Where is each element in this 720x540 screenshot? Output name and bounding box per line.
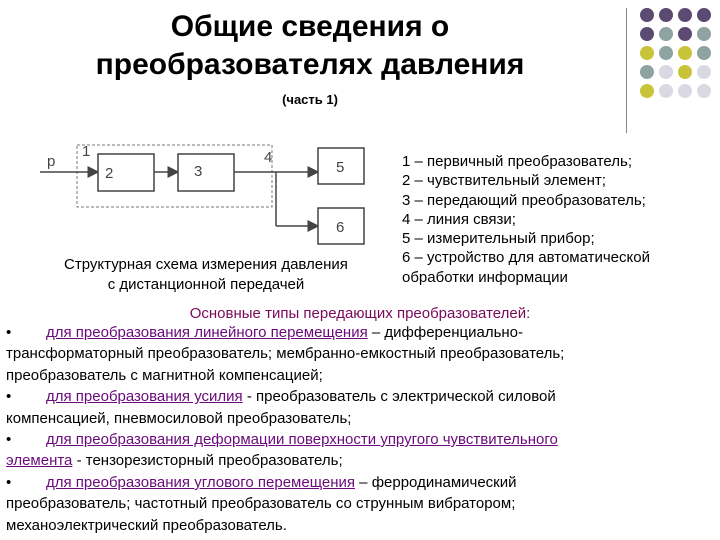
decorative-dot (640, 84, 654, 98)
diagram-legend (402, 152, 720, 287)
bullet: • (6, 388, 12, 406)
legend-item: 3 – передающий преобразователь; (402, 191, 646, 209)
decorative-dot (697, 27, 711, 41)
decorative-dot-grid (640, 8, 720, 123)
legend-item: 2 – чувствительный элемент; (402, 172, 606, 190)
page-title (40, 8, 580, 84)
list-text: – дифференциально- (367, 324, 524, 341)
decorative-dot (640, 27, 654, 41)
decorative-dot (659, 65, 673, 79)
input-label: p (47, 153, 56, 170)
title-line-1: Общие сведения о (170, 10, 450, 43)
link-force[interactable]: для преобразования усилия (46, 388, 243, 406)
list-item (6, 472, 716, 493)
caption-line-1: Структурная схема измерения давления (64, 256, 348, 273)
decorative-dot (697, 8, 711, 22)
list-text: трансформаторный преобразователь; мембранно-емкостный преобразователь; (6, 345, 565, 363)
block-diagram (30, 138, 400, 256)
block-3 (178, 154, 234, 191)
decorative-divider (626, 8, 627, 133)
link-linear-displacement[interactable]: для преобразования линейного перемещения (46, 324, 368, 341)
list-text: - преобразователь с электрической силовой (242, 388, 556, 406)
decorative-dot (697, 84, 711, 98)
block-label-2: 2 (105, 165, 114, 182)
decorative-dot (640, 8, 654, 22)
decorative-dot (640, 46, 654, 60)
list-text: механоэлектрический преобразователь. (6, 516, 287, 534)
list-text: – ферродинамический (355, 473, 517, 491)
bullet: • (6, 473, 12, 491)
bullet: • (6, 431, 12, 449)
legend-item-continuation: обработки информации (402, 268, 568, 286)
legend-item: 6 – устройство для автоматической (402, 249, 650, 267)
legend-item: 5 – измерительный прибор; (402, 230, 595, 248)
decorative-dot (640, 65, 654, 79)
decorative-dot (697, 65, 711, 79)
link-angular-displacement[interactable]: для преобразования углового перемещения (46, 473, 356, 491)
block-label-3: 3 (194, 163, 203, 180)
diagram-caption (16, 255, 396, 295)
caption-line-2: с дистанционной передачей (107, 276, 305, 293)
block-label-6: 6 (336, 219, 345, 236)
list-item (6, 386, 716, 407)
decorative-dot (659, 8, 673, 22)
list-text: - тензорезисторный преобразователь; (72, 452, 343, 470)
block-label-1: 1 (82, 143, 91, 160)
decorative-dot (659, 46, 673, 60)
list-text (6, 450, 716, 471)
types-heading: Основные типы передающих преобразователей: (189, 305, 531, 322)
legend-item: 4 – линия связи; (402, 210, 516, 228)
transducer-types-list (6, 322, 716, 536)
decorative-dot (678, 8, 692, 22)
list-text: преобразователь; частотный преобразователь со струнным вибратором; (6, 495, 516, 513)
bullet: • (6, 324, 12, 341)
list-text: преобразователь с магнитной компенсацией; (6, 366, 323, 384)
link-surface-deformation-cont[interactable]: элемента (6, 452, 73, 470)
list-item (6, 429, 716, 450)
title-line-2: преобразователях давления (95, 48, 525, 81)
decorative-dot (659, 27, 673, 41)
link-surface-deformation[interactable]: для преобразования деформации поверхности упругого чувствительного (46, 431, 558, 449)
decorative-dot (659, 84, 673, 98)
list-item (6, 322, 716, 343)
block-label-5: 5 (336, 159, 345, 176)
block-label-4: 4 (264, 149, 273, 166)
decorative-dot (697, 46, 711, 60)
decorative-dot (678, 27, 692, 41)
page-subtitle: (часть 1) (282, 92, 338, 107)
list-text: компенсацией, пневмосиловой преобразователь; (6, 409, 352, 427)
decorative-dot (678, 46, 692, 60)
decorative-dot (678, 65, 692, 79)
legend-item: 1 – первичный преобразователь; (402, 153, 633, 170)
decorative-dot (678, 84, 692, 98)
